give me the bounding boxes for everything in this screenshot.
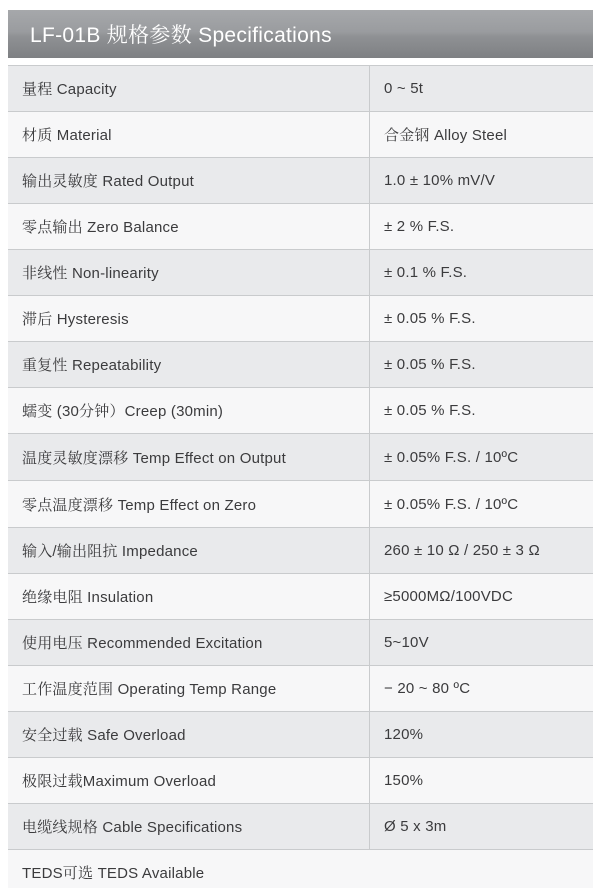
spec-value: 5~10V bbox=[384, 634, 429, 651]
table-row bbox=[8, 388, 593, 434]
table-row bbox=[8, 850, 593, 888]
table-row bbox=[8, 804, 593, 850]
table-row bbox=[8, 434, 593, 481]
table-row bbox=[8, 204, 593, 250]
spec-label: 输入/输出阻抗 Impedance bbox=[8, 528, 370, 573]
spec-value: 260 ± 10 Ω / 250 ± 3 Ω bbox=[384, 542, 540, 559]
spec-value: ± 0.05 % F.S. bbox=[384, 356, 476, 373]
spec-label: 电缆线规格 Cable Specifications bbox=[8, 804, 370, 849]
spec-value: Ø 5 x 3m bbox=[384, 818, 447, 835]
table-row bbox=[8, 758, 593, 804]
spec-value: ± 2 % F.S. bbox=[384, 218, 455, 235]
spec-value: 1.0 ± 10% mV/V bbox=[384, 172, 496, 189]
spec-label: 温度灵敏度漂移 Temp Effect on Output bbox=[8, 434, 370, 480]
specifications-table bbox=[8, 65, 593, 888]
spec-value: ± 0.1 % F.S. bbox=[384, 264, 468, 281]
spec-value: 0 ~ 5t bbox=[384, 80, 424, 97]
table-row bbox=[8, 158, 593, 204]
spec-value: ± 0.05% F.S. / 10ºC bbox=[384, 448, 519, 466]
spec-label: 零点输出 Zero Balance bbox=[8, 204, 370, 249]
spec-value: ± 0.05 % F.S. bbox=[384, 402, 476, 419]
spec-label: 材质 Material bbox=[8, 112, 370, 157]
spec-label: 量程 Capacity bbox=[8, 66, 370, 111]
spec-label: 安全过载 Safe Overload bbox=[8, 712, 370, 757]
spec-label: 非线性 Non-linearity bbox=[8, 250, 370, 295]
spec-value: 150% bbox=[384, 772, 424, 789]
spec-value: ± 0.05% F.S. / 10ºC bbox=[384, 495, 519, 513]
table-row bbox=[8, 342, 593, 388]
spec-label: 绝缘电阻 Insulation bbox=[8, 574, 370, 619]
table-row bbox=[8, 66, 593, 112]
spec-value: − 20 ~ 80 ºC bbox=[384, 680, 471, 697]
table-row bbox=[8, 528, 593, 574]
table-row bbox=[8, 250, 593, 296]
spec-label: 滞后 Hysteresis bbox=[8, 296, 370, 341]
table-row bbox=[8, 666, 593, 712]
spec-label: 极限过载Maximum Overload bbox=[8, 758, 370, 803]
table-row bbox=[8, 712, 593, 758]
spec-value: 合金钢 Alloy Steel bbox=[384, 127, 508, 144]
table-row bbox=[8, 112, 593, 158]
spec-label: 工作温度范围 Operating Temp Range bbox=[8, 666, 370, 711]
spec-label: 输出灵敏度 Rated Output bbox=[8, 158, 370, 203]
spec-value: 120% bbox=[384, 726, 424, 743]
table-row bbox=[8, 574, 593, 620]
spec-label: 蠕变 (30分钟）Creep (30min) bbox=[8, 388, 370, 433]
table-row bbox=[8, 620, 593, 666]
spec-value: ≥5000MΩ/100VDC bbox=[384, 588, 513, 605]
spec-label: 使用电压 Recommended Excitation bbox=[8, 620, 370, 665]
table-row bbox=[8, 481, 593, 528]
sheet-header bbox=[8, 10, 593, 58]
spec-label: 重复性 Repeatability bbox=[8, 342, 370, 387]
spec-label: TEDS可选 TEDS Available bbox=[22, 865, 205, 882]
table-row bbox=[8, 296, 593, 342]
spec-value: ± 0.05 % F.S. bbox=[384, 310, 476, 327]
spec-label: 零点温度漂移 Temp Effect on Zero bbox=[8, 481, 370, 527]
page-title: LF-01B 规格参数 Specifications bbox=[30, 24, 332, 47]
